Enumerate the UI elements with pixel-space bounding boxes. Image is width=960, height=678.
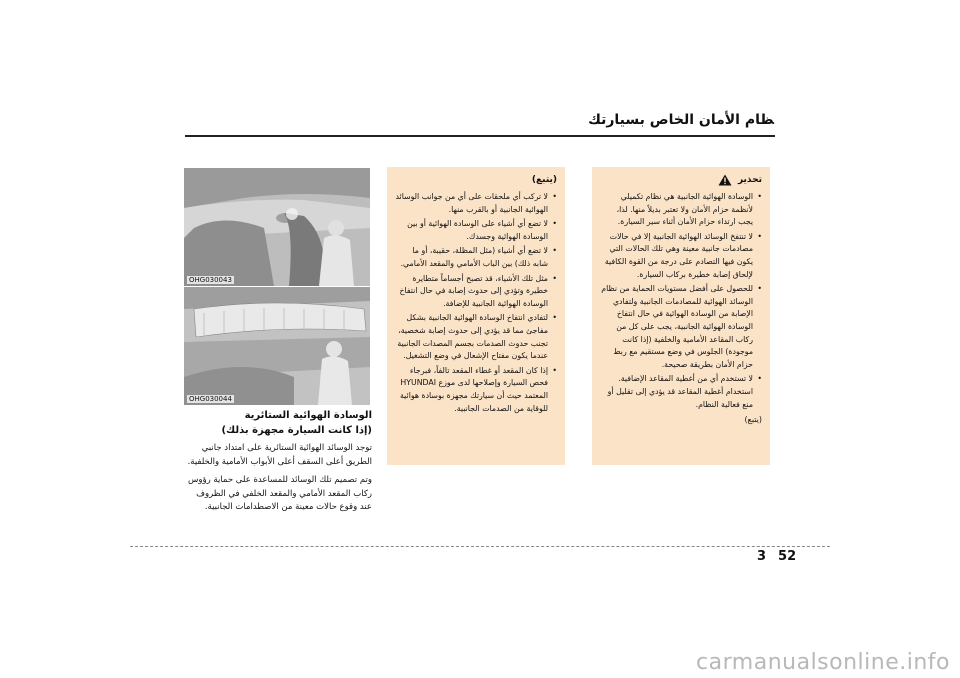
section-heading xyxy=(184,408,372,438)
photo-code-1: OHG030043 xyxy=(189,276,232,284)
continued-warning-box xyxy=(387,167,565,465)
section-heading-line-2: (إذا كانت السيارة مجهزة بذلك) xyxy=(221,425,372,436)
chapter-number: 3 xyxy=(757,549,767,564)
warning-list-item: • لتفادي انتفاخ الوسادة الهوائية الجانبية بشكل مفاجئ مما قد يؤدي إلى حدوث إصابة شخصية، تجنب حدوث الصدمات بجسم المصدات الجانبية عندما يكون مفتاح الإشعال في وضع التشغيل. xyxy=(395,312,557,362)
continued-label: (يتبع) xyxy=(744,415,762,425)
page-number-value: 52 xyxy=(778,549,797,564)
car-interior-illustration-1 xyxy=(184,168,370,286)
warning-title: تحذير xyxy=(737,175,762,185)
warning-list-item: • لا تضع أي أشياء على الوسادة الهوائية أو بين الوسادة الهوائية وجسدك. xyxy=(395,218,557,243)
warning-box xyxy=(592,167,770,465)
header-rule xyxy=(185,135,775,137)
page-header-title: ﻈﺎم اﻷﻣﺎن اﻟﺨﺎص ﺑﺴﻴﺎرﺗﻚ xyxy=(588,112,774,128)
warning-list-item: • للحصول على أفضل مستويات الحماية من نظام الوسائد الهوائية للمصادمات الجانبية ولتفادي الإصابة من الوسادة الهوائية في حال انتفاخ الوسادة الهوائية الجانبية، يجب على كل من ركاب المقاعد الأمامية والخلفية (إذا كانت موجودة) الجلوس في وضع مستقيم مع ربط حزام الأمان بطريقة صحيحة. xyxy=(600,283,762,371)
curtain-airbag-photo-1 xyxy=(184,168,370,286)
continued-label: (يتبع) xyxy=(531,175,557,185)
warning-list-item: • لا تركب أي ملحقات على أي من جوانب الوسائد الهوائية الجانبية أو بالقرب منها. xyxy=(395,191,557,216)
section-paragraph: توجد الوسائد الهوائية الستائرية على امتداد جانبي الطريق أعلى السقف أعلى الأبواب الأمامية والخلفية. xyxy=(187,443,372,467)
warning-list-item: • إذا كان المقعد أو غطاء المقعد تالفاً، فبرجاء فحص السيارة وإصلاحها لدى موزع HYUNDAI المعتمد حيث أن سيارتك مجهزة بوسادة هوائية للوقاية من الصدمات الجانبية. xyxy=(395,365,557,415)
section-paragraph: وتم تصميم تلك الوسائد للمساعدة على حماية رؤوس ركاب المقعد الأمامي والمقعد الخلفي في الظروف عند وقوع حالات معينة من الاصطدامات الجانبية. xyxy=(188,475,372,512)
car-interior-illustration-2 xyxy=(184,287,370,405)
page-number xyxy=(757,549,808,564)
curtain-airbag-section xyxy=(184,408,372,520)
warning-triangle-icon xyxy=(718,174,732,186)
watermark-text: carmanualsonline.info xyxy=(696,650,950,675)
warning-list-item: • الوسادة الهوائية الجانبية هي نظام تكميلي لأنظمة حزام الأمان ولا تعتبر بديلاً منها. لذا، يجب ارتداء حزام الأمان أثناء سير السيارة. xyxy=(600,191,762,229)
warning-list-item: • لا تنتفخ الوسائد الهوائية الجانبية إلا في حالات مصادمات جانبية معينة وهي تلك الحالات التي يكون فيها التصادم على درجة من القوة الكافية لإلحاق إصابة خطيرة بركاب السيارة. xyxy=(600,231,762,281)
warning-header xyxy=(600,173,762,187)
footer-rule xyxy=(130,546,830,547)
warning-list-item: • لا تستخدم أي من أغطية المقاعد الإضافية. استخدام أغطية المقاعد قد يؤدي إلى تقليل أو منع فعالية النظام. xyxy=(600,373,762,411)
warning-list xyxy=(395,191,557,415)
section-heading-line-1: الوسادة الهوائية الستائرية xyxy=(244,410,372,421)
warning-list-item: • مثل تلك الأشياء، قد تصبح أجساماً متطايرة خطيرة وتؤدي إلى حدوث إصابة في حال انتفاخ الوسادة الهوائية الجانبية للإضافة. xyxy=(395,273,557,311)
warning-list-item: • لا تضع أي أشياء (مثل المظلة، حقيبة، أو ما شابه ذلك) بين الباب الأمامي والمقعد الأمامي. xyxy=(395,245,557,270)
photo-code-2: OHG030044 xyxy=(189,395,232,403)
curtain-airbag-photo-2 xyxy=(184,287,370,405)
warning-list xyxy=(600,191,762,411)
